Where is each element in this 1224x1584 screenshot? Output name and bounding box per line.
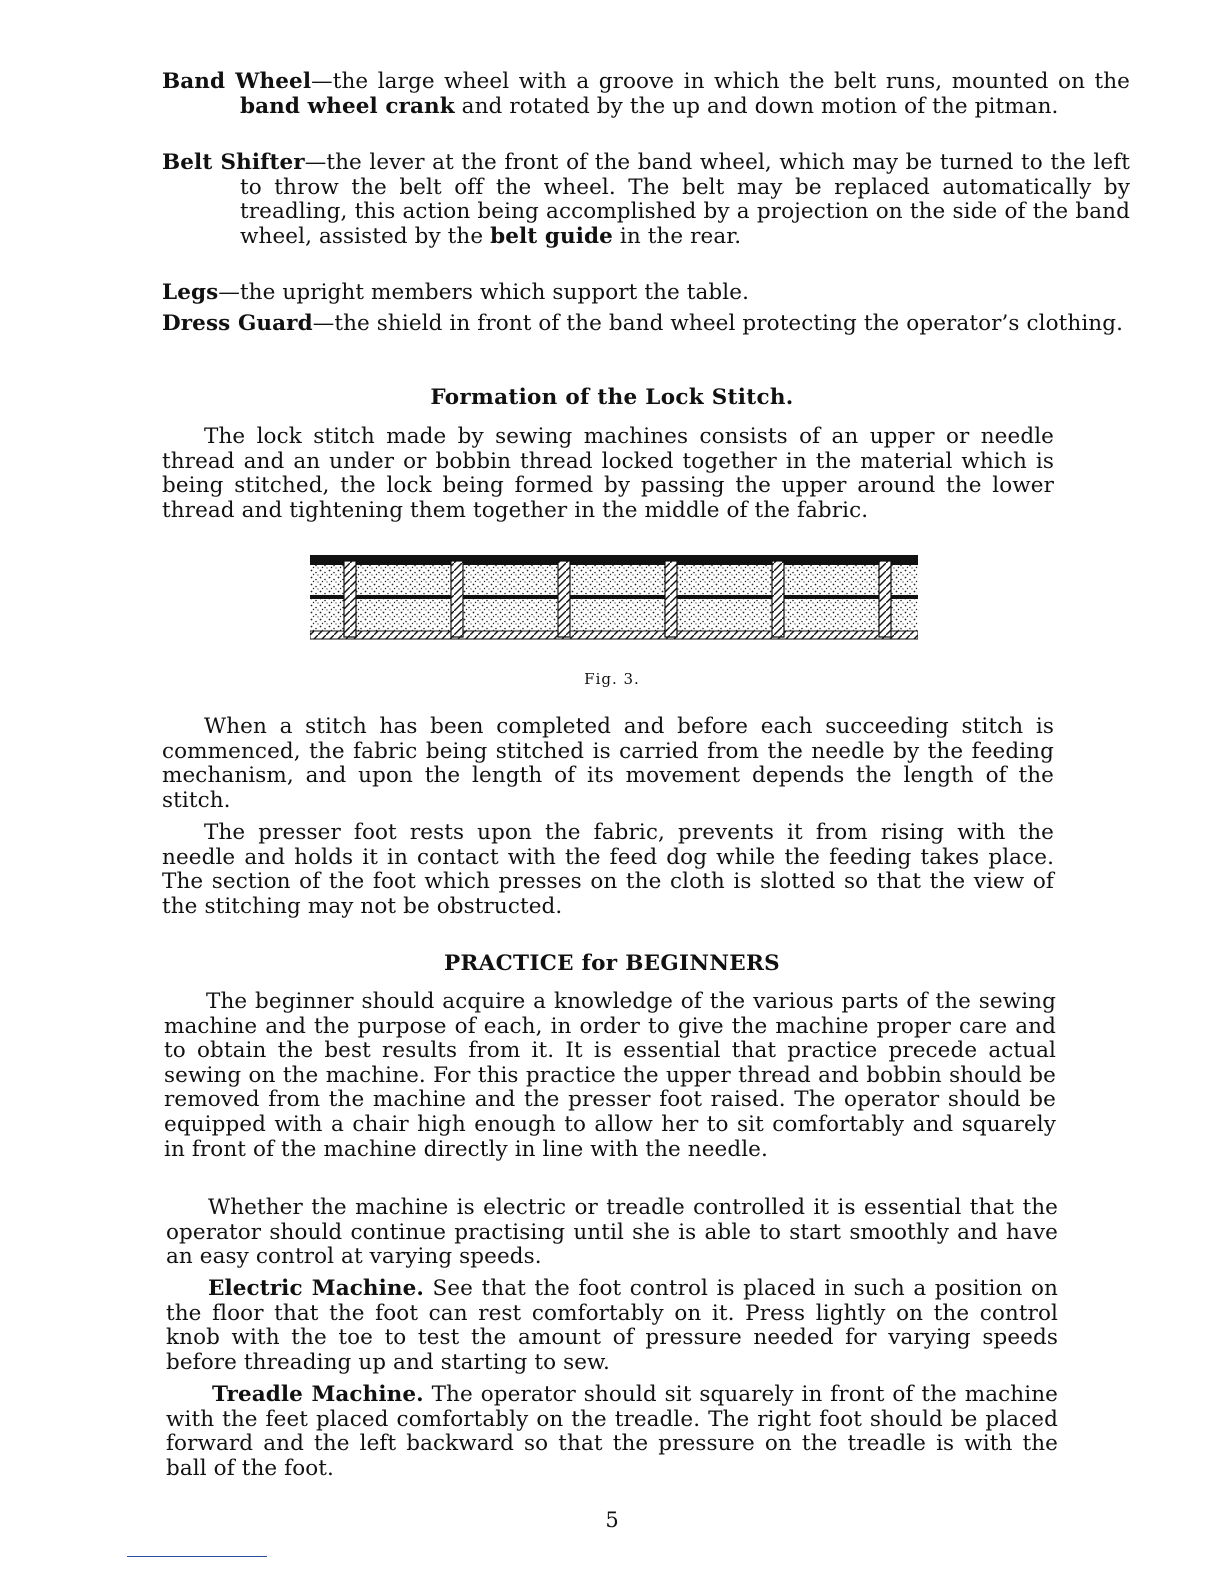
fabric-divider xyxy=(310,595,918,599)
term-legs: Legs xyxy=(162,280,219,305)
term-band-wheel: Band Wheel xyxy=(162,69,312,94)
term-dress-guard: Dress Guard xyxy=(162,311,313,336)
definition-legs: Legs—the upright members which support the table. xyxy=(162,280,750,305)
electric-machine-term: Electric Machine. xyxy=(208,1276,425,1301)
page-number: 5 xyxy=(605,1508,619,1532)
definition-band-wheel: Band Wheel—the large wheel with a groove in which the belt runs, mounted on the band wheel crank and rotated by the up and down motion of the pitman. xyxy=(162,69,1131,119)
lock-stitch-figure xyxy=(310,555,918,641)
term-belt-shifter: Belt Shifter xyxy=(162,150,305,175)
stitch-completed-paragraph: When a stitch has been completed and before each succeeding stitch is commenced, the fabric being stitched is carried from the needle by the feeding mechanism, and upon the length of its movement depends the length of the stitch. xyxy=(162,714,1054,813)
section-heading-practice: PRACTICE for BEGINNERS xyxy=(444,951,780,976)
definition-belt-shifter: Belt Shifter—the lever at the front of the band wheel, which may be turned to the left to throw the belt off the wheel. The belt may be replaced automatically by treadling, this action being accomplished by a projection on the side of the band wheel, assisted by the belt guide in the rear. xyxy=(162,150,1130,249)
stitch-loop xyxy=(344,561,356,637)
electric-machine-paragraph: Electric Machine. See that the foot control is placed in such a position on the floor that the foot can rest comfortably on it. Press lightly on the control knob with the toe to test the amount of pressure needed for varying speeds before threading up and starting to sew. xyxy=(166,1276,1058,1375)
stitch-loop xyxy=(451,561,463,637)
lower-thread xyxy=(310,631,918,639)
lock-stitch-paragraph: The lock stitch made by sewing machines consists of an upper or needle thread and an under or bobbin thread locked together in the material which is being stitched, the lock being formed by passing the upper around the lower thread and tightening them together in the middle of the fabric. xyxy=(162,424,1054,523)
treadle-machine-paragraph: Treadle Machine. The operator should sit squarely in front of the machine with the feet placed comfortably on the treadle. The right foot should be placed forward and the left backward so that the pressure on the treadle is with the ball of the foot. xyxy=(166,1382,1058,1481)
practice-paragraph-2: Whether the machine is electric or treadle controlled it is essential that the operator should continue practising until she is able to start smoothly and have an easy control at varying speeds. xyxy=(166,1195,1058,1270)
figure-caption: Fig. 3. xyxy=(584,670,640,688)
definition-dress-guard: Dress Guard—the shield in front of the band wheel protecting the operator’s clothing. xyxy=(162,311,1124,336)
section-heading-lock-stitch: Formation of the Lock Stitch. xyxy=(430,385,794,410)
practice-paragraph-1: The beginner should acquire a knowledge of the various parts of the sewing machine and the purpose of each, in order to give the machine proper care and to obtain the best results from it. It is essential that practice precede actual sewing on the machine. For this practice the upper thread and bobbin should be removed from the machine and the presser foot raised. The operator should be equipped with a chair high enough to allow her to sit comfortably and squarely in front of the machine directly in line with the needle. xyxy=(164,989,1056,1162)
presser-foot-paragraph: The presser foot rests upon the fabric, prevents it from rising with the needle and holds it in contact with the feed dog while the feeding takes place. The section of the foot which presses on the cloth is slotted so that the view of the stitching may not be obstructed. xyxy=(162,820,1054,919)
treadle-machine-term: Treadle Machine. xyxy=(212,1382,424,1407)
stitch-loop xyxy=(772,561,784,637)
stitch-loop xyxy=(558,561,570,637)
stitch-loop xyxy=(665,561,677,637)
upper-thread xyxy=(310,555,918,565)
footer-rule xyxy=(127,1556,267,1557)
stitch-loop xyxy=(879,561,891,637)
